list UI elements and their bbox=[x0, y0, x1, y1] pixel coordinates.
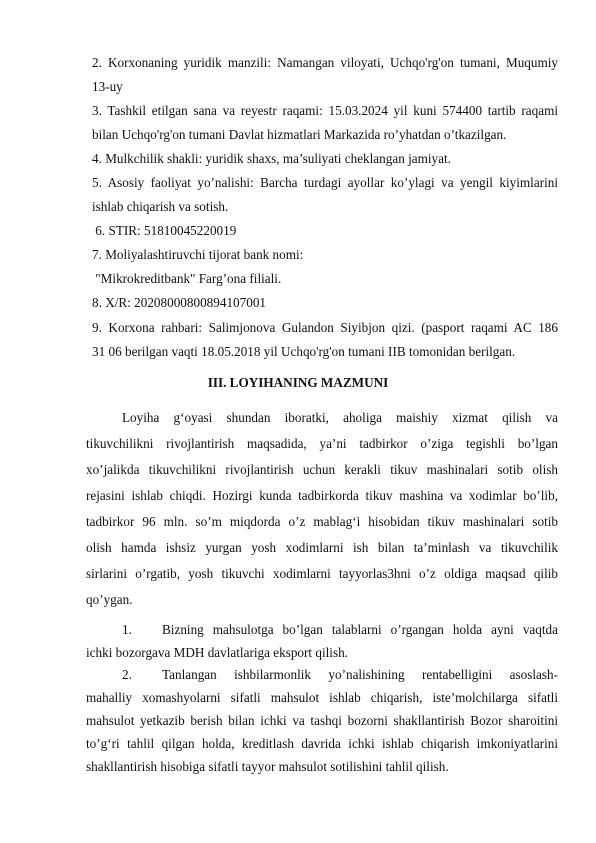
info-line: 31 06 berilgan vaqti 18.05.2018 yil Uchqo'rg'on tumani IIB tomonidan berilgan. bbox=[92, 344, 516, 359]
info-line: 5. Asosiy faoliyat yo’nalishi: Barcha turdagi ayollar ko’ylagi va yengil kiyimlarini bbox=[92, 175, 558, 190]
item-line: shakllantirish hisobiga sifatli tayyor mahsulot sotilishini tahlil qilish. bbox=[86, 759, 449, 774]
item-line: to’g‘ri tahlil qilgan holda, kreditlash davrida ichki ishlab chiqarish imkoniyatlarini bbox=[86, 736, 558, 751]
item-line: Bizning mahsulotga bo’lgan talablarni o’rgangan holda ayni vaqtda bbox=[162, 622, 558, 637]
paragraph-line: qo’ygan. bbox=[86, 592, 133, 607]
paragraph-line: xo’jalikda tikuvchilikni rivojlantirish uchun kerakli tikuv mashinalari sotib olish bbox=[86, 462, 558, 477]
paragraph-line: tikuvchilikni rivojlantirish maqsadida, ya’ni tadbirkor o’ziga tegishli bo’lgan bbox=[86, 436, 558, 451]
paragraph-line: sirlarini o’rgatib, yosh tikuvchi xodimlarni tayyorlas3hni o’z oldiga maqsad qilib bbox=[86, 566, 558, 581]
info-line: 4. Mulkchilik shakli: yuridik shaxs, ma’suliyati cheklangan jamiyat. bbox=[92, 151, 451, 166]
paragraph-line: olish hamda ishsiz yurgan yosh xodimlarni ish bilan ta’minlash va tikuvchilik bbox=[86, 540, 558, 555]
info-line: 7. Moliyalashtiruvchi tijorat bank nomi: bbox=[92, 247, 304, 262]
info-line: 9. Korxona rahbari: Salimjonova Gulandon Siyibjon qizi. (pasport raqami AC 186 bbox=[92, 320, 558, 335]
item-line: Tanlangan ishbilarmonlik yo’nalishining rentabelligini asoslash- bbox=[162, 667, 558, 682]
paragraph-line: rejasini ishlab chiqdi. Hozirgi kunda tadbirkorda tikuv mashina va xodimlar bo’lib, bbox=[86, 488, 558, 503]
info-line: bilan Uchqo'rg'on tumani Davlat hizmatlari Markazida ro’yhatdan o’tkazilgan. bbox=[92, 127, 507, 142]
info-line: 3. Tashkil etilgan sana va reyestr raqami: 15.03.2024 yil kuni 574400 tartib raqami bbox=[92, 103, 558, 118]
info-line: 8. X/R: 20208000800894107001 bbox=[92, 295, 267, 310]
item-line: ichki bozorgava MDH davlatlariga eksport qilish. bbox=[86, 645, 348, 660]
section-heading: III. LOYIHANING MAZMUNI bbox=[207, 375, 389, 390]
info-line: 13-uy bbox=[92, 79, 123, 94]
info-line: 6. STIR: 51810045220019 bbox=[92, 223, 237, 238]
paragraph-line: Loyiha g‘oyasi shundan iboratki, aholiga maishiy xizmat qilish va bbox=[122, 410, 558, 425]
paragraph-line: tadbirkor 96 mln. so’m miqdorda o’z mablag‘i hisobidan tikuv mashinalari sotib bbox=[86, 514, 558, 529]
item-number: 1. bbox=[122, 622, 132, 637]
item-number: 2. bbox=[122, 667, 132, 682]
item-line: mahsulot yetkazib berish bilan ichki va tashqi bozorni shakllantirish Bozor sharoitini bbox=[86, 713, 558, 728]
info-line: ishlab chiqarish va sotish. bbox=[92, 199, 229, 214]
info-line: "Mikrokreditbank" Farg’ona filiali. bbox=[92, 271, 282, 286]
item-line: mahalliy xomashyolarni sifatli mahsulot ishlab chiqarish, iste’molchilarga sifatli bbox=[86, 690, 558, 705]
info-line: 2. Korxonaning yuridik manzili: Namangan viloyati, Uchqo'rg'on tumani, Muqumiy bbox=[92, 55, 558, 70]
